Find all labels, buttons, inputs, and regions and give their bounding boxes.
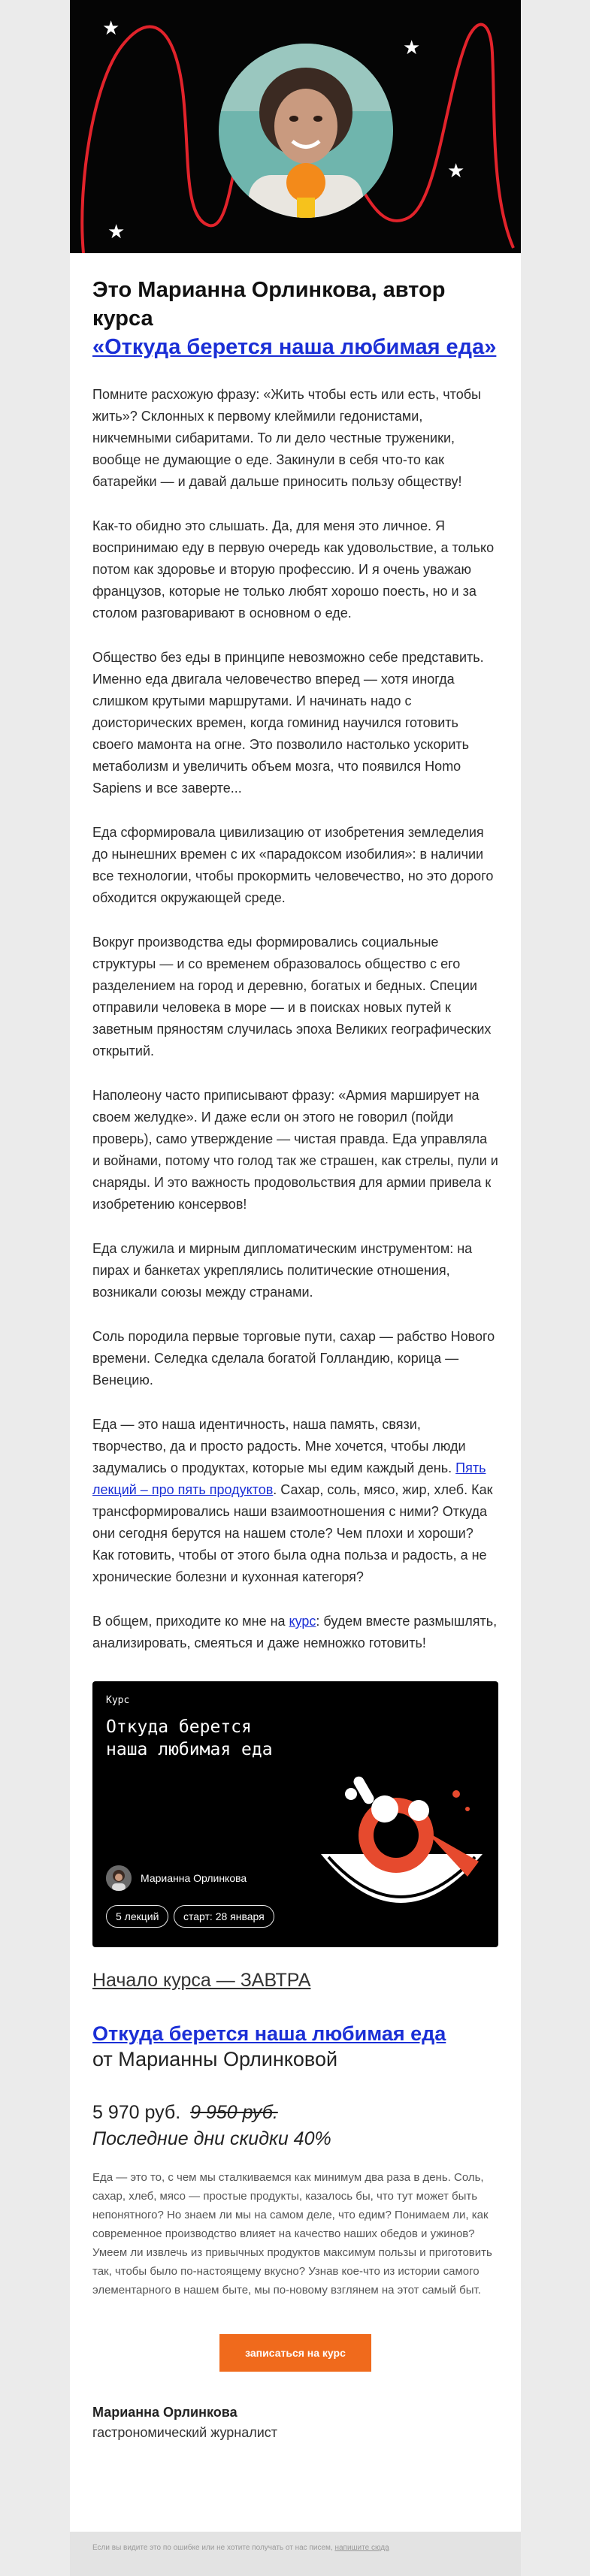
signature-name: Марианна Орлинкова xyxy=(92,2405,238,2420)
paragraph-1: Помните расхожую фразу: «Жить чтобы есть или есть, чтобы жить»? Склонных к первому клеймили гедонистами, никчемными сибаритами. То ли дело честные труженики, вообще не думающие о еде. Закинули в себя что-то как батарейки — и давай дальше приносить пользу обществу! xyxy=(92,387,481,489)
course-start-label: Начало курса — ЗАВТРА xyxy=(92,1970,311,1991)
food-plate-illustration xyxy=(306,1764,494,1937)
lectures-pill: 5 лекций xyxy=(106,1905,168,1928)
course-author: от Марианны Орлинковой xyxy=(92,2048,338,2070)
price-block xyxy=(92,2102,498,2124)
paragraph-6: Наполеону часто приписывают фразу: «Армия марширует на своем желудке». И даже если он этого не говорил (пойди проверь), само утверждение — чистая правда. Еда управляла и войнами, потому что голод так же страшен, как стрелы, пули и снаряды. И это важность продовольствия для армии привела к изобретению консервов! xyxy=(92,1088,498,1212)
signature-role: гастрономический журналист xyxy=(92,2425,278,2440)
course-description: Еда — это то, с чем мы сталкиваемся как минимум два раза в день. Соль, сахар, хлеб, мясо — простые продукты, казалось бы, что тут может быть непонятного? Но знаем ли мы на самом деле, что едим? Понимаем ли, как современное производство влияет на качество наших обедов и ужинов? Умеем ли извлечь из привычных продуктов максимум пользы и приготовить так, чтобы было по-настоящему вкусно? Узнав кое-что из истории самого элементарного в нашем быте, мы по-новому взглянем на этот самый быт. xyxy=(92,2171,492,2297)
paragraph-10 xyxy=(92,1611,498,1654)
paragraph-4: Еда сформировала цивилизацию от изобретения земледелия до нынешних времен с их «парадоксом изобилия»: в наличии все технологии, чтобы прокормить человечество, но это дорого обходится окружающей среде. xyxy=(92,825,494,905)
paragraph-8: Соль породила первые торговые пути, сахар — рабство Нового времени. Селедка сделала богатой Голландию, корица — Венецию. xyxy=(92,1329,495,1388)
course-link[interactable]: курс xyxy=(289,1614,316,1629)
author-portrait xyxy=(219,44,393,218)
banner-label: Курс xyxy=(106,1695,130,1706)
paragraph-5: Вокруг производства еды формировались социальные структуры — и со временем образовалось общество с его разделением на город и деревню, богатых и бедных. Специи отправили человека в море — и в поисках новых путей к заветным пряностям случилась эпоха Великих географических открытий. xyxy=(92,935,492,1058)
hero-banner xyxy=(70,0,521,253)
author-avatar xyxy=(106,1865,132,1891)
paragraph-7: Еда служила и мирным дипломатическим инструментом: на пирах и банкетах укреплялись политические отношения, возникали союзы между странами. xyxy=(92,1241,473,1300)
paragraph-9-text-a: Еда — это наша идентичность, наша память, связи, творчество, да и просто радость. Мне хочется, чтобы люди задумались о продуктах, которые мы едим каждый день. xyxy=(92,1417,466,1475)
course-title-link-2[interactable]: Откуда берется наша любимая еда xyxy=(92,2022,446,2045)
start-date-pill: старт: 28 января xyxy=(174,1905,274,1928)
intro-line: Это Марианна Орлинкова, автор курса xyxy=(92,278,446,331)
star-icon: ★ xyxy=(447,159,465,182)
discount-note: Последние дни скидки 40% xyxy=(92,2128,331,2149)
star-icon: ★ xyxy=(403,36,421,59)
paragraph-9 xyxy=(92,1414,498,1588)
footer xyxy=(70,2532,521,2576)
email-body xyxy=(70,0,521,2576)
banner-author xyxy=(106,1865,247,1891)
enroll-button[interactable]: записаться на курс xyxy=(219,2334,371,2372)
old-price: 9 950 руб. xyxy=(190,2102,278,2123)
course-banner[interactable] xyxy=(92,1681,498,1947)
paragraph-3: Общество без еды в принципе невозможно себе представить. Именно еда двигала человечество вперед — хотя иногда слишком крутыми маршрутами. И начинать надо с доисторических времен, когда гоминид научился готовить своего мамонта на огне. Это позволило настолько ускорить метаболизм и увеличить объем мозга, что появился Homo Sapiens и все заверте... xyxy=(92,650,484,796)
star-icon: ★ xyxy=(102,17,120,39)
paragraph-2: Как-то обидно это слышать. Да, для меня это личное. Я воспринимаю еду в первую очередь как удовольствие, а только потом как здоровье и вторую профессию. И я очень уважаю французов, которые не только любят хорошо поесть, но и за столом разговаривают в основном о еде. xyxy=(92,518,495,621)
paragraph-10-text-a: В общем, приходите ко мне на xyxy=(92,1614,289,1629)
footer-text: Если вы видите это по ошибке или не хотите получать от нас писем, xyxy=(92,2544,335,2552)
banner-author-name: Марианна Орлинкова xyxy=(141,1872,247,1884)
banner-title: Откуда берется наша любимая еда xyxy=(106,1717,273,1759)
intro-heading xyxy=(92,276,498,361)
star-icon: ★ xyxy=(107,220,126,243)
paragraph-10-text-b: : будем вместе размышлять, анализировать, смеяться и даже немножко готовить! xyxy=(92,1614,498,1650)
course-title-link[interactable]: «Откуда берется наша любимая еда» xyxy=(92,335,497,359)
current-price: 5 970 руб. xyxy=(92,2102,181,2123)
five-lectures-link[interactable]: Пять лекций – про пять продуктов xyxy=(92,1460,486,1497)
paragraph-9-text-b: . Сахар, соль, мясо, жир, хлеб. Как трансформировались наши взаимоотношения с ними? Откуда они сегодня берутся на нашем столе? Чем плохи и хороши? Как готовить, чтобы от этого была одна польза и радость, а не хронические болезни и кухонная категоря? xyxy=(92,1482,493,1584)
unsubscribe-link[interactable]: напишите сюда xyxy=(334,2544,389,2552)
